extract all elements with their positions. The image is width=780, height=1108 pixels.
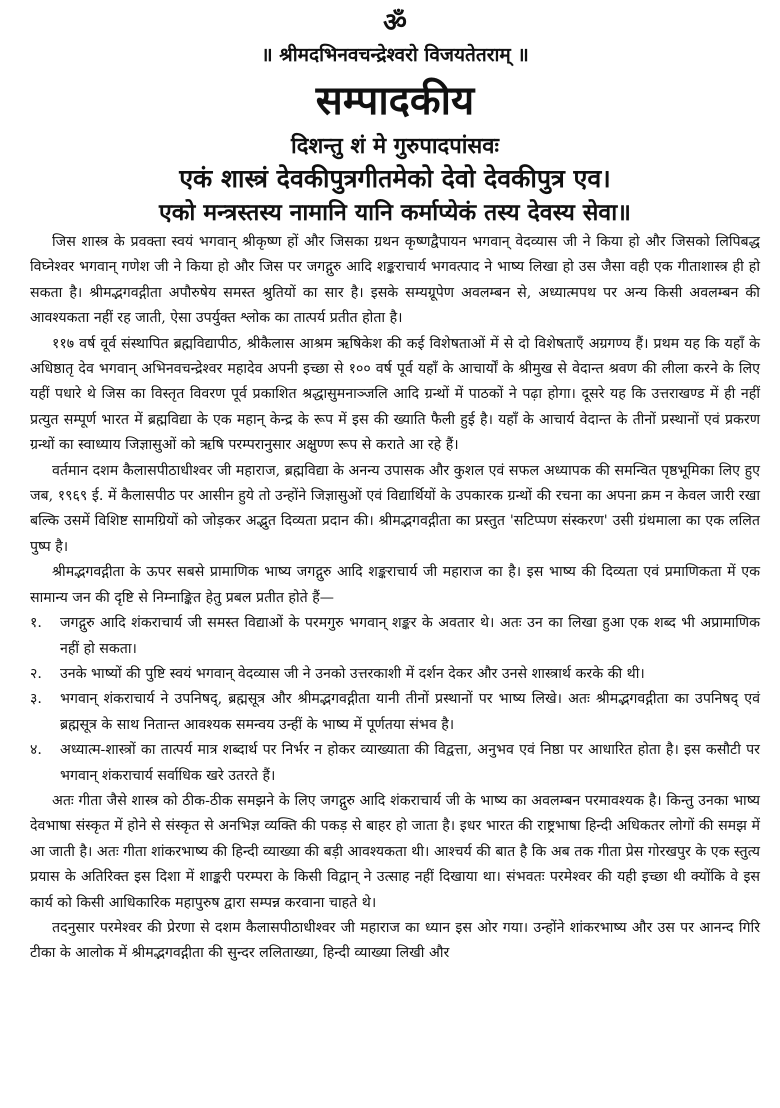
paragraph-3: वर्तमान दशम कैलासपीठाधीश्वर जी महाराज, ब्रह्मविद्या के अनन्य उपासक और कुशल एवं सफल अध्यापक की समन्वित पृष्ठभूमिका लिए हुए जब, १९६९ ई. में कैलासपीठ पर आसीन हुये तो उन्होंने जिज्ञासुओं एवं विद्यार्थियों के उपकारक ग्रन्थों की रचना का अपना क्रम न केवल जारी रखा बल्कि उसमें विशिष्ट सामग्रियों को जोड़कर अद्भुत दिव्यता प्रदान की। श्रीमद्भगवद्गीता का प्रस्तुत 'सटिप्पण संस्करण' उसी ग्रंथमाला का एक ललित पुष्प है। xyxy=(30,462,760,555)
verse-line-3: एको मन्त्रस्तस्य नामानि यानि कर्माप्येकं तस्य देवस्य सेवा॥ xyxy=(159,200,631,226)
page-title: सम्पादकीय xyxy=(315,78,475,124)
body-text xyxy=(30,230,760,967)
verse-line-1: दिशन्तु शं मे गुरुपादपांसवः xyxy=(291,134,499,159)
list-text: जगद्गुरु आदि शंकराचार्य जी समस्त विद्याओं के परमगुरु भगवान् शङ्कर के अवतार थे। अतः उन का लिखा हुआ एक शब्द भी अप्रामाणिक नहीं हो सकता। xyxy=(60,615,760,657)
list-number: ३. xyxy=(30,691,42,708)
list-text: भगवान् शंकराचार्य ने उपनिषद्, ब्रह्मसूत्र और श्रीमद्भगवद्गीता यानी तीनों प्रस्थानों पर भाष्य लिखे। अतः श्रीमद्भगवद्गीता का उपनिषद् एवं ब्रह्मसूत्र के साथ नितान्त आवश्यक समन्वय उन्हीं के भाष्य में पूर्णतया संभव है। xyxy=(60,691,760,733)
paragraph-1: जिस शास्त्र के प्रवक्ता स्वयं भगवान् श्रीकृष्ण हों और जिसका ग्रथन कृष्णद्वैपायन भगवान् वेदव्यास जी ने किया हो और जिसको लिपिबद्ध विघ्नेश्वर भगवान् गणेश जी ने किया हो और जिस पर जगद्गुरु आदि शङ्कराचार्य भगवत्पाद ने भाष्य लिखा हो उस जैसा वही एक गीताशास्त्र ही हो सकता है। श्रीमद्भगवद्गीता अपौरुषेय समस्त श्रुतियों का सार है। इसके सम्यग्रूपेण अवलम्बन से, अध्यात्मपथ पर अन्य किसी अवलम्बन की आवश्यकता नहीं रह जाती, ऐसा उपर्युक्त श्लोक का तात्पर्य प्रतीत होता है। xyxy=(30,234,760,327)
closing-paragraph-2: तदनुसार परमेश्वर की प्रेरणा से दशम कैलासपीठाधीश्वर जी महाराज का ध्यान इस ओर गया। उन्होंने शांकरभाष्य और उस पर आनन्द गिरि टीका के आलोक में श्रीमद्भगवद्गीता की सुन्दर ललिताख्या, हिन्दी व्याख्या लिखी और xyxy=(30,919,760,962)
paragraph-4: श्रीमद्भगवद्गीता के ऊपर सबसे प्रामाणिक भाष्य जगद्गुरु आदि शङ्कराचार्य जी महाराज का है। इस भाष्य की दिव्यता एवं प्रमाणिकता में एक सामान्य जन की दृष्टि से निम्नाङ्कित हेतु प्रबल प्रतीत होते हैं— xyxy=(30,564,760,606)
list-item xyxy=(30,738,760,789)
list-number: १. xyxy=(30,615,42,632)
list-item xyxy=(30,611,760,662)
list-number: २. xyxy=(30,665,42,682)
list-text: अध्यात्म-शास्त्रों का तात्पर्य मात्र शब्दार्थ पर निर्भर न होकर व्याख्याता की विद्वत्ता, अनुभव एवं निष्ठा पर आधारित होता है। इस कसौटी पर भगवान् शंकराचार्य सर्वाधिक खरे उतरते हैं। xyxy=(60,742,760,784)
invocation-line: ॥ श्रीमदभिनवचन्द्रेश्वरो विजयतेतराम् ॥ xyxy=(261,44,529,66)
paragraph-2: ११७ वर्ष वूर्व संस्थापित ब्रह्मविद्यापीठ, श्रीकैलास आश्रम ऋषिकेश की कई विशेषताओं में से दो विशेषताएँ अग्रगण्य हैं। प्रथम यह कि यहाँ के अधिष्ठातृ देव भगवान् अभिनवचन्द्रेश्वर महादेव अपनी इच्छा से १०० वर्ष पूर्व यहाँ के आचार्यों के श्रीमुख से वेदान्त श्रवण की लीला करने के लिए यहीं पधारे थे जिस का विस्तृत विवरण पूर्व प्रकाशित श्रद्धासुमनाञ्जलि आदि ग्रन्थों में पाठकों ने पढ़ा होगा। दूसरे यह कि उत्तराखण्ड में ही नहीं प्रत्युत सम्पूर्ण भारत में ब्रह्मविद्या के एक महान् केन्द्र के रूप में इस की ख्याति फैली हुई है। यहाँ के आचार्य वेदान्त के तीनों प्रस्थानों एवं प्रकरण ग्रन्थों का स्वाध्याय जिज्ञासुओं को ऋषि परम्परानुसार अक्षुण्ण रूप से कराते आ रहे हैं। xyxy=(30,335,760,454)
closing-paragraph-1: अतः गीता जैसे शास्त्र को ठीक-ठीक समझने के लिए जगद्गुरु आदि शंकराचार्य जी के भाष्य का अवलम्बन परमावश्यक है। किन्तु उनका भाष्य देवभाषा संस्कृत में होने से संस्कृत से अनभिज्ञ व्यक्ति की पकड़ से बाहर हो जाता है। इधर भारत की राष्ट्रभाषा हिन्दी अधिकतर लोगों की समझ में आ जाती है। अतः गीता शांकरभाष्य की हिन्दी व्याख्या की बड़ी आवश्यकता थी। आश्चर्य की बात है कि अब तक गीता प्रेस गोरखपुर के एक स्तुत्य प्रयास के अतिरिक्त इस दिशा में शाङ्करी परम्परा के किसी विद्वान् ने उत्साह नहीं दिखाया था। संभवतः परमेश्वर की यही इच्छा थी क्योंकि वे इस कार्य को किसी आधिकारिक महापुरुष द्वारा सम्पन्न करवाना चाहते थे। xyxy=(30,792,760,911)
list-item xyxy=(30,687,760,738)
list-number: ४. xyxy=(30,742,42,759)
list-item xyxy=(30,662,760,687)
verse-line-2: एकं शास्त्रं देवकीपुत्रगीतमेको देवो देवकीपुत्र एव। xyxy=(179,164,611,193)
list-text: उनके भाष्यों की पुष्टि स्वयं भगवान् वेदव्यास जी ने उनको उत्तरकाशी में दर्शन देकर और उनसे शास्त्रार्थ करके की थी। xyxy=(60,665,645,682)
om-symbol: ॐ xyxy=(383,8,407,38)
